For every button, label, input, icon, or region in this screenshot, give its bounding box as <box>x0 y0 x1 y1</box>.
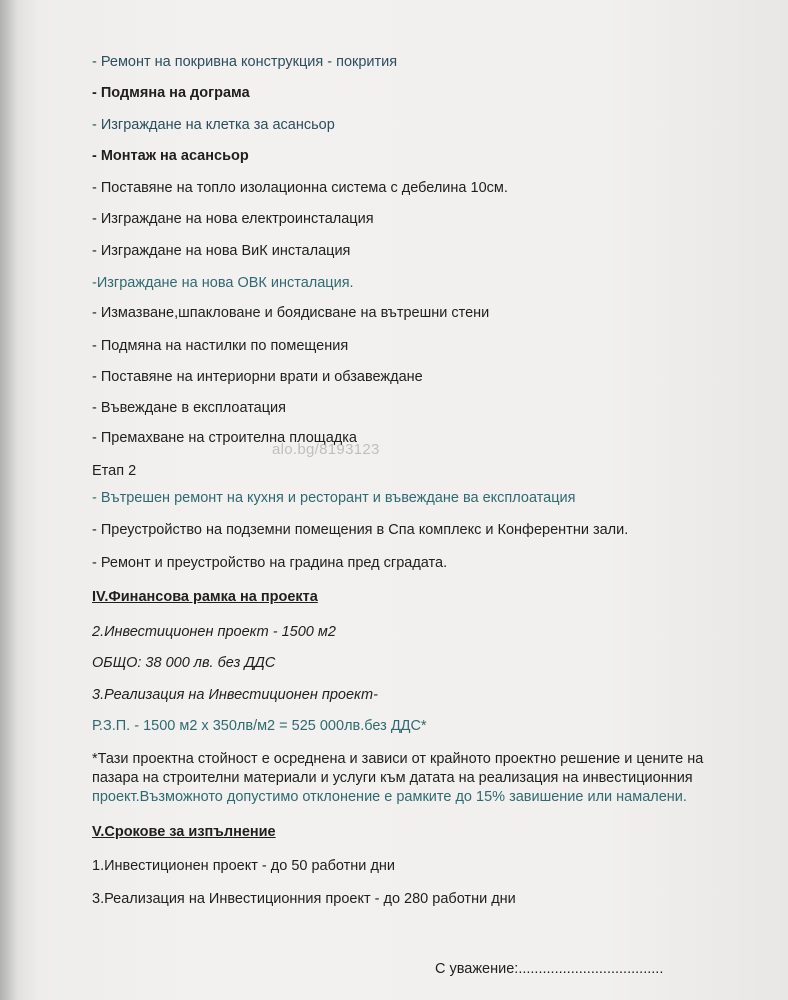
item-walls: - Измазване,шпакловане и боядисване на вътрешни стени <box>92 305 490 321</box>
item-electrical: - Изграждане на нова електроинсталация <box>92 211 374 227</box>
note-line-1: *Тази проектна стойност е осредненa и зависи от крайното проектно решение и цените на <box>92 751 704 767</box>
deadline-realization: 3.Реализация на Инвестиционния проект - до 280 работни дни <box>92 891 516 907</box>
section-financial-heading: IV.Финансова рамка на проекта <box>92 589 318 605</box>
item-insulation: - Поставяне на топло изолационна система с дебелина 10см. <box>92 180 508 196</box>
item-site-removal: - Премахване на строителна площадка <box>92 430 357 446</box>
investment-project-area: 2.Инвестиционен проект - 1500 м2 <box>92 624 336 640</box>
item-plumbing: - Изграждане на нова ВиК инсталация <box>92 243 351 259</box>
item-doors: - Поставяне на интериорни врати и обзавеждане <box>92 369 423 385</box>
item-roof-repair: - Ремонт на покривна конструкция - покрития <box>92 54 398 70</box>
realization-cost: Р.З.П. - 1500 м2 х 350лв/м2 = 525 000лв.без ДДС* <box>92 718 427 734</box>
stage-2-heading: Етап 2 <box>92 463 137 479</box>
realization-heading: 3.Реализация на Инвестиционен проект- <box>92 687 378 703</box>
page-edge-shadow <box>0 0 18 1000</box>
item-kitchen-restaurant: - Вътрешен ремонт на кухня и ресторант и въвеждане ва експлоатация <box>92 490 576 506</box>
item-elevator-shaft: - Изграждане на клетка за асансьор <box>92 117 335 133</box>
item-window-replacement: - Подмяна на дограма <box>92 85 250 101</box>
item-elevator-install: - Монтаж на асансьор <box>92 148 249 164</box>
item-commissioning: - Въвеждане в експлоатация <box>92 400 286 416</box>
item-hvac: -Изграждане на нова ОВК инсталация. <box>92 275 354 291</box>
section-deadlines-heading: V.Срокове за изпълнение <box>92 824 276 840</box>
item-flooring: - Подмяна на настилки по помещения <box>92 338 349 354</box>
item-garden: - Ремонт и преустройство на градина пред сградата. <box>92 555 448 571</box>
item-spa-conference: - Преустройство на подземни помещения в Спа комплекс и Конферентни зали. <box>92 522 629 538</box>
note-line-3: проект.Възможното допустимо отклонение е рамките до 15% завишение или намалени. <box>92 789 687 805</box>
signature-line: С уважение:.................................... <box>435 961 664 977</box>
deadline-investment-project: 1.Инвестиционен проект - до 50 работни дни <box>92 858 396 874</box>
watermark: alo.bg/8193123 <box>272 441 380 458</box>
total-cost: ОБЩО: 38 000 лв. без ДДС <box>92 655 276 671</box>
note-line-2: пазара на строителни материали и услуги към датата на реализация на инвестиционния <box>92 770 693 786</box>
